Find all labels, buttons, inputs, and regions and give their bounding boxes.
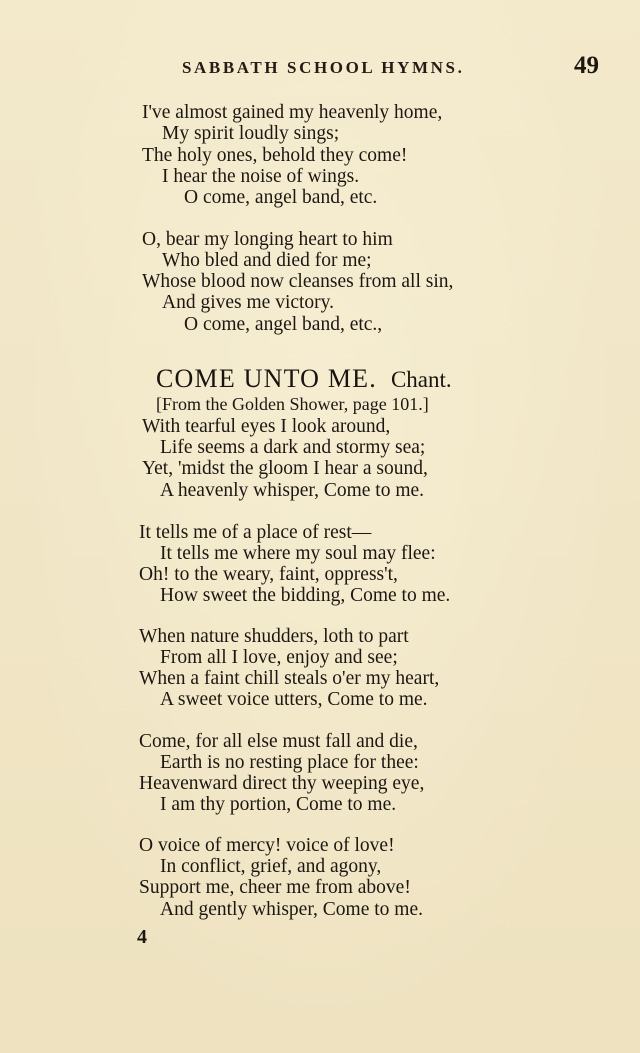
verse-line: My spirit loudly sings; — [162, 123, 340, 144]
page-number: 49 — [574, 52, 599, 79]
verse-line: A sweet voice utters, Come to me. — [160, 689, 428, 710]
verse-line: How sweet the bidding, Come to me. — [160, 585, 451, 606]
verse-line: The holy ones, behold they come! — [142, 145, 408, 166]
verse-line: Earth is no resting place for thee: — [160, 752, 419, 773]
verse-line: Life seems a dark and stormy sea; — [160, 437, 426, 458]
verse-line: O voice of mercy! voice of love! — [139, 835, 395, 856]
verse-line: Heavenward direct thy weeping eye, — [139, 773, 425, 794]
verse-line: I hear the noise of wings. — [162, 166, 360, 187]
verse-line: I am thy portion, Come to me. — [160, 794, 397, 815]
verse-line: Who bled and died for me; — [162, 250, 372, 271]
verse-line: And gives me victory. — [162, 292, 335, 313]
running-head: SABBATH SCHOOL HYMNS. — [182, 58, 465, 77]
verse-line: Whose blood now cleanses from all sin, — [142, 271, 454, 292]
source-note: [From the Golden Shower, page 101.] — [156, 394, 429, 414]
verse-line: When nature shudders, loth to part — [139, 626, 409, 647]
verse-line: And gently whisper, Come to me. — [160, 899, 423, 920]
verse-line: Support me, cheer me from above! — [139, 877, 411, 898]
signature-mark: 4 — [137, 926, 147, 948]
verse-line: A heavenly whisper, Come to me. — [160, 480, 425, 501]
verse-line: When a faint chill steals o'er my heart, — [139, 668, 440, 689]
verse-line: Come, for all else must fall and die, — [139, 731, 418, 752]
verse-line: Oh! to the weary, faint, oppress't, — [139, 564, 398, 585]
verse-line: I've almost gained my heavenly home, — [142, 102, 443, 123]
refrain-line: O come, angel band, etc. — [184, 187, 378, 208]
verse-line: From all I love, enjoy and see; — [160, 647, 398, 668]
verse-line: It tells me of a place of rest— — [139, 522, 372, 543]
verse-line: With tearful eyes I look around, — [142, 416, 391, 437]
verse-line: Yet, 'midst the gloom I hear a sound, — [142, 458, 428, 479]
hymn-title-text: COME UNTO ME. — [156, 364, 377, 393]
hymn-title — [156, 364, 452, 394]
verse-line: O, bear my longing heart to him — [142, 229, 393, 250]
refrain-line: O come, angel band, etc., — [184, 314, 383, 335]
hymn-subtitle: Chant. — [390, 367, 452, 392]
verse-line: It tells me where my soul may flee: — [160, 543, 436, 564]
verse-line: In conflict, grief, and agony, — [160, 856, 382, 877]
